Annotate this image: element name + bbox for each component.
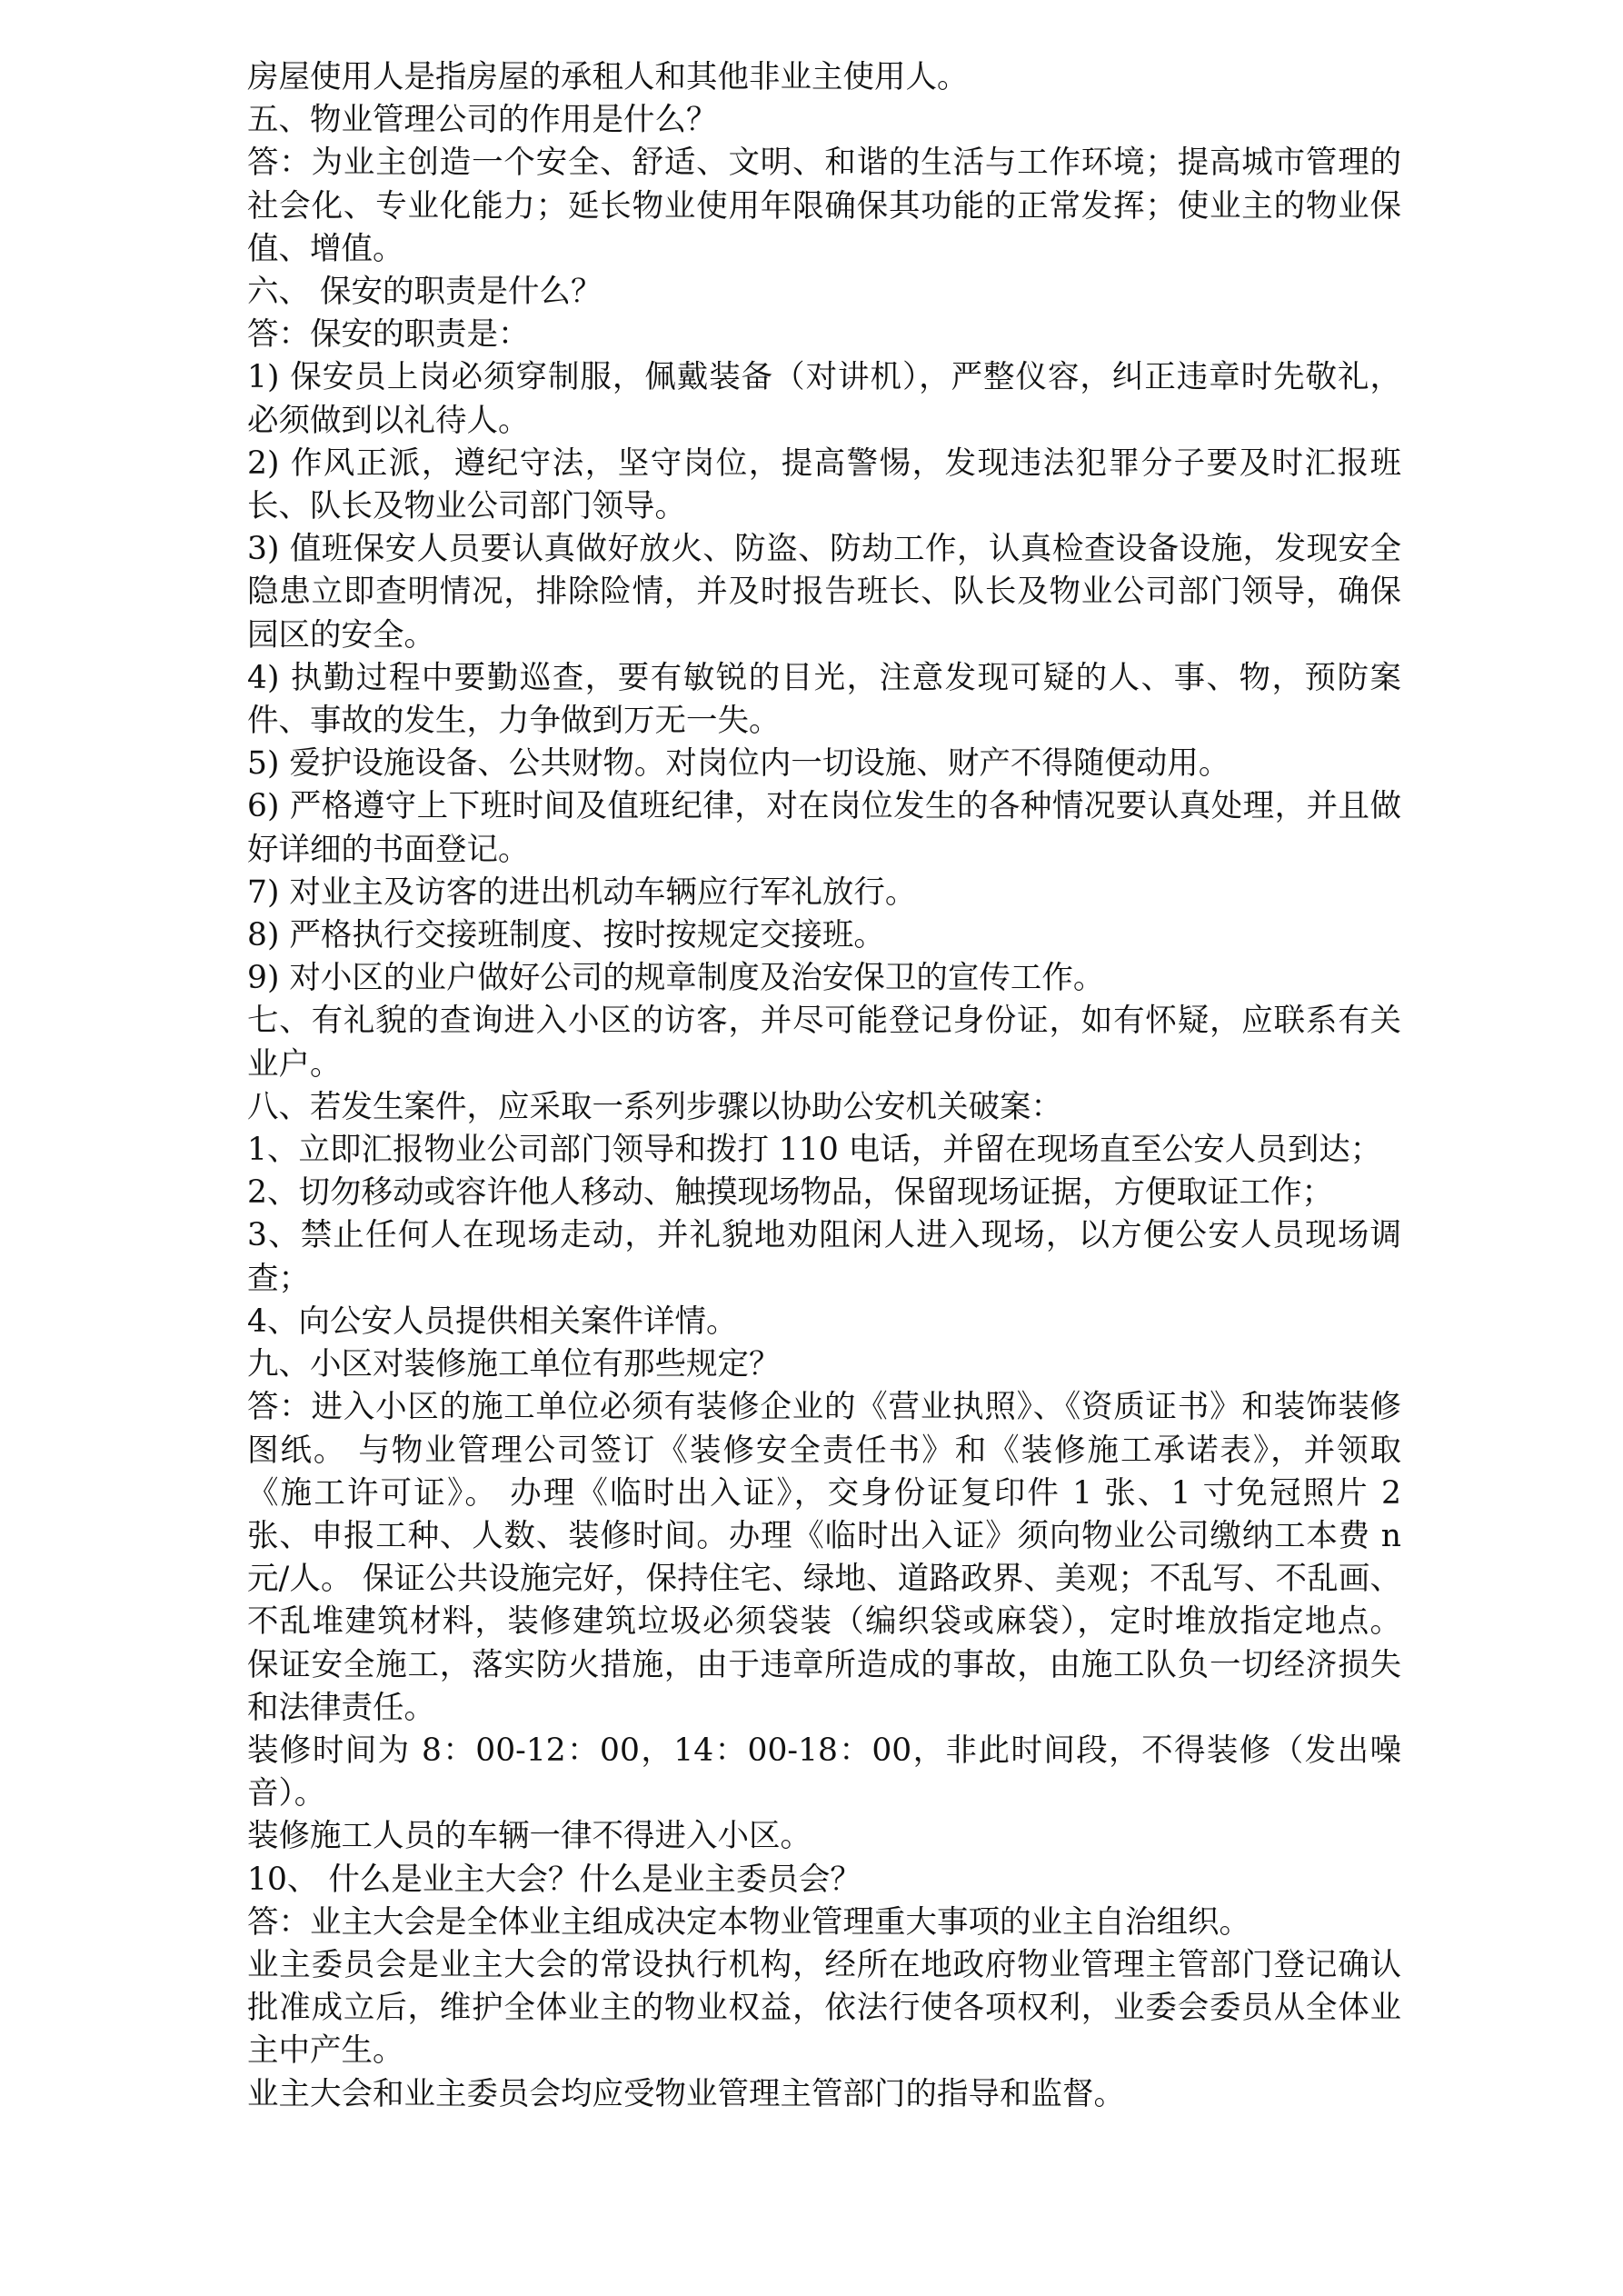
list-item: 9) 对小区的业户做好公司的规章制度及治安保卫的宣传工作。 bbox=[247, 960, 1105, 997]
section-heading-9: 九、小区对装修施工单位有那些规定？ bbox=[247, 1346, 781, 1383]
list-item: 6) 严格遵守上下班时间及值班纪律，对在岗位发生的各种情况要认真处理，并且做好详细的书面登记。 bbox=[247, 788, 1401, 868]
paragraph: 业主委员会是业主大会的常设执行机构，经所在地政府物业管理主管部门登记确认批准成立后，维护全体业主的物业权益，依法行使各项权利，业委会委员从全体业主中产生。 bbox=[247, 1946, 1401, 2070]
paragraph: 业主大会和业主委员会均应受物业管理主管部门的指导和监督。 bbox=[247, 2075, 1125, 2112]
document-body bbox=[247, 56, 1401, 2116]
list-item: 2、切勿移动或容许他人移动、触摸现场物品，保留现场证据，方便取证工作； bbox=[247, 1174, 1333, 1212]
paragraph: 房屋使用人是指房屋的承租人和其他非业主使用人。 bbox=[247, 59, 969, 95]
paragraph: 答：进入小区的施工单位必须有装修企业的《营业执照》、《资质证书》和装饰装修图纸。 与物业管理公司签订《装修安全责任书》和《装修施工承诺表》，并领取《施工许可证》。 办理《临时出入证》，交身份证复印件 1 张、1 寸免冠照片 2 张、申报工种、人数、装修时间。办理《临时出入证》须向物业公司缴纳工本费 n 元/人。 保证公共设施完好，保持住宅、绿地、道路政界、美观；不乱写、不乱画、不乱堆建筑材料，装修建筑垃圾必须袋装（编织袋或麻袋），定时堆放指定地点。 保证安全施工，落实防火措施，由于违章所造成的事故，由施工队负一切经济损失和法律责任。 bbox=[247, 1389, 1401, 1726]
section-heading-5: 五、物业管理公司的作用是什么？ bbox=[247, 102, 718, 139]
list-item: 5) 爱护设施设备、公共财物。对岗位内一切设施、财产不得随便动用。 bbox=[247, 745, 1230, 783]
paragraph: 答：业主大会是全体业主组成决定本物业管理重大事项的业主自治组织。 bbox=[247, 1903, 1250, 1941]
list-item: 3) 值班保安人员要认真做好放火、防盗、防劫工作，认真检查设备设施，发现安全隐患立即查明情况，排除险情，并及时报告班长、队长及物业公司部门领导，确保园区的安全。 bbox=[247, 531, 1401, 654]
paragraph: 装修时间为 8：00-12：00，14：00-18：00，非此时间段，不得装修（发出噪音）。 bbox=[247, 1732, 1401, 1812]
list-item: 4) 执勤过程中要勤巡查，要有敏锐的目光，注意发现可疑的人、事、物，预防案件、事故的发生，力争做到万无一失。 bbox=[247, 659, 1401, 740]
list-item: 3、禁止任何人在现场走动，并礼貌地劝阻闲人进入现场，以方便公安人员现场调查； bbox=[247, 1217, 1401, 1297]
paragraph: 答：保安的职责是： bbox=[247, 316, 530, 354]
list-item: 8) 严格执行交接班制度、按时按规定交接班。 bbox=[247, 917, 885, 954]
list-item: 4、向公安人员提供相关案件详情。 bbox=[247, 1303, 738, 1340]
list-item: 1、立即汇报物业公司部门领导和拨打 110 电话，并留在现场直至公安人员到达； bbox=[247, 1132, 1382, 1169]
list-item: 7) 对业主及访客的进出机动车辆应行军礼放行。 bbox=[247, 873, 917, 911]
paragraph: 答：为业主创造一个安全、舒适、文明、和谐的生活与工作环境；提高城市管理的社会化、专业化能力；延长物业使用年限确保其功能的正常发挥；使业主的物业保值、增值。 bbox=[247, 145, 1401, 267]
list-item: 1) 保安员上岗必须穿制服，佩戴装备（对讲机），严整仪容，纠正违章时先敬礼，必须做到以礼待人。 bbox=[247, 359, 1401, 439]
section-heading-8: 八、若发生案件，应采取一系列步骤以协助公安机关破案： bbox=[247, 1088, 1062, 1125]
section-heading-6: 六、 保安的职责是什么？ bbox=[247, 274, 602, 311]
list-item: 2) 作风正派，遵纪守法，坚守岗位，提高警惕，发现违法犯罪分子要及时汇报班长、队长及物业公司部门领导。 bbox=[247, 444, 1401, 525]
section-heading-10: 10、 什么是业主大会？什么是业主委员会？ bbox=[247, 1861, 861, 1898]
paragraph: 装修施工人员的车辆一律不得进入小区。 bbox=[247, 1818, 812, 1855]
section-heading-7: 七、有礼貌的查询进入小区的访客，并尽可能登记身份证，如有怀疑，应联系有关业户。 bbox=[247, 1003, 1401, 1083]
